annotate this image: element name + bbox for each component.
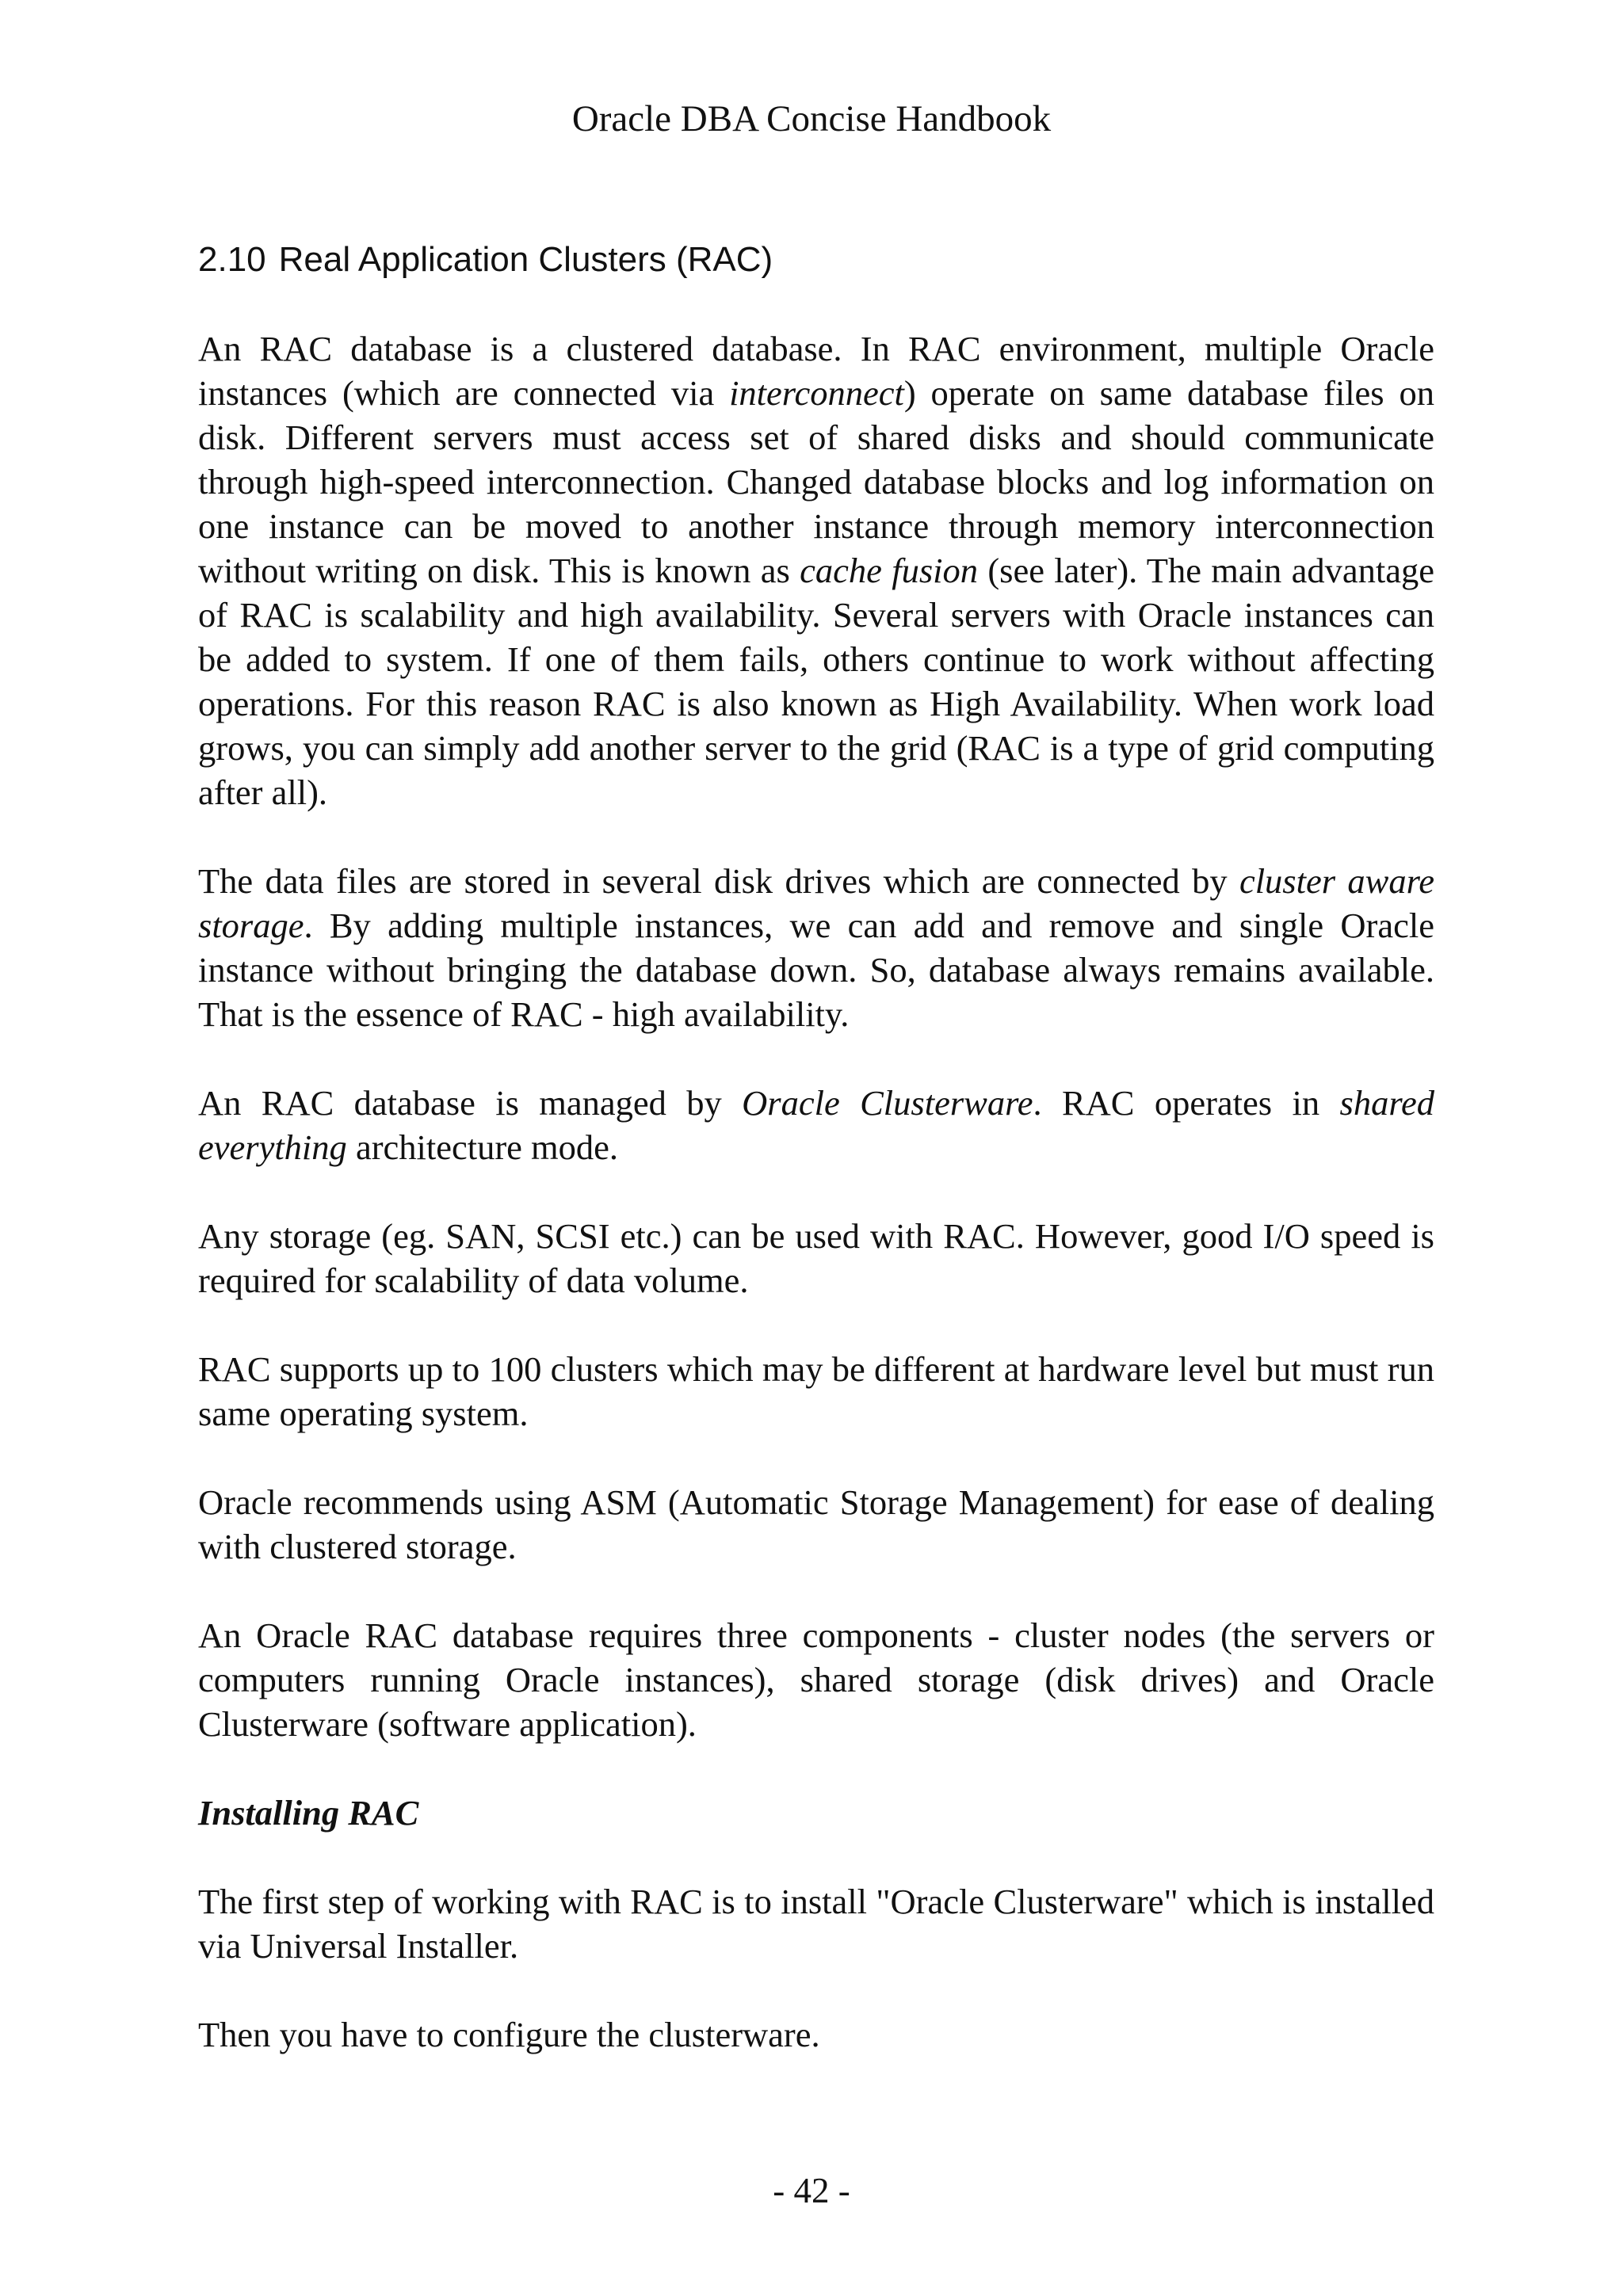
paragraph-asm: Oracle recommends using ASM (Automatic Storage Management) for ease of dealing with clustered storage. — [198, 1482, 1434, 1566]
page-number: - 42 - — [773, 2171, 850, 2210]
page-content — [198, 236, 1434, 2057]
paragraph-storage: Any storage (eg. SAN, SCSI etc.) can be used with RAC. However, good I/O speed is required for scalability of data volume. — [198, 1216, 1434, 1300]
italic-term-shared-everything: shared everything — [198, 1083, 1434, 1167]
text-run: architecture mode. — [346, 1127, 619, 1167]
section-heading — [198, 236, 1434, 284]
italic-term-interconnect: interconnect — [729, 373, 904, 413]
running-header: Oracle DBA Concise Handbook — [571, 98, 1052, 139]
paragraph-clusterware — [198, 1081, 1434, 1169]
paragraph-configure-step: Then you have to configure the clusterware. — [198, 2015, 820, 2054]
italic-term-cache-fusion: cache fusion — [800, 551, 978, 590]
text-run: An RAC database is a clustered database. In RAC environment, multiple Oracle instances (which are connected via — [198, 329, 1434, 413]
italic-term-oracle-clusterware: Oracle Clusterware — [742, 1083, 1033, 1123]
text-run: (see later). The main advantage of RAC is scalability and high availability. Several servers with Oracle instances can be added to system. If one of them fails, others continue to work without affecting operations. For this reason RAC is also known as High Availability. When work load grows, you can simply add another server to the grid (RAC is a type of grid computing after all). — [198, 551, 1434, 812]
paragraph-rac-overview — [198, 326, 1434, 814]
paragraph-install-step: The first step of working with RAC is to install "Oracle Clusterware" which is installed via Universal Installer. — [198, 1882, 1434, 1966]
section-number: 2.10 — [198, 240, 266, 279]
italic-term-cluster-aware-storage: cluster aware storage — [198, 861, 1434, 945]
section-title: Real Application Clusters (RAC) — [278, 240, 773, 279]
text-run: . RAC operates in — [1033, 1083, 1340, 1123]
paragraph-cluster-limit: RAC supports up to 100 clusters which may be different at hardware level but must run same operating system. — [198, 1349, 1434, 1433]
text-run: . By adding multiple instances, we can add and remove and single Oracle instance without bringing the database down. So, database always remains available. That is the essence of RAC - high availability. — [198, 906, 1434, 1034]
text-run: The data files are stored in several disk drives which are connected by — [198, 861, 1239, 901]
subsection-heading: Installing RAC — [198, 1793, 419, 1833]
paragraph-data-files — [198, 859, 1434, 1036]
text-run: ) operate on same database files on disk. Different servers must access set of shared disks and should communicate through high-speed interconnection. Changed database blocks and log information on one instance can be moved to another instance through memory interconnection without writing on disk. This is known as — [198, 373, 1434, 590]
text-run: An RAC database is managed by — [198, 1083, 743, 1123]
paragraph-components: An Oracle RAC database requires three components - cluster nodes (the servers or computers running Oracle instances), shared storage (disk drives) and Oracle Clusterware (software application). — [198, 1615, 1434, 1744]
